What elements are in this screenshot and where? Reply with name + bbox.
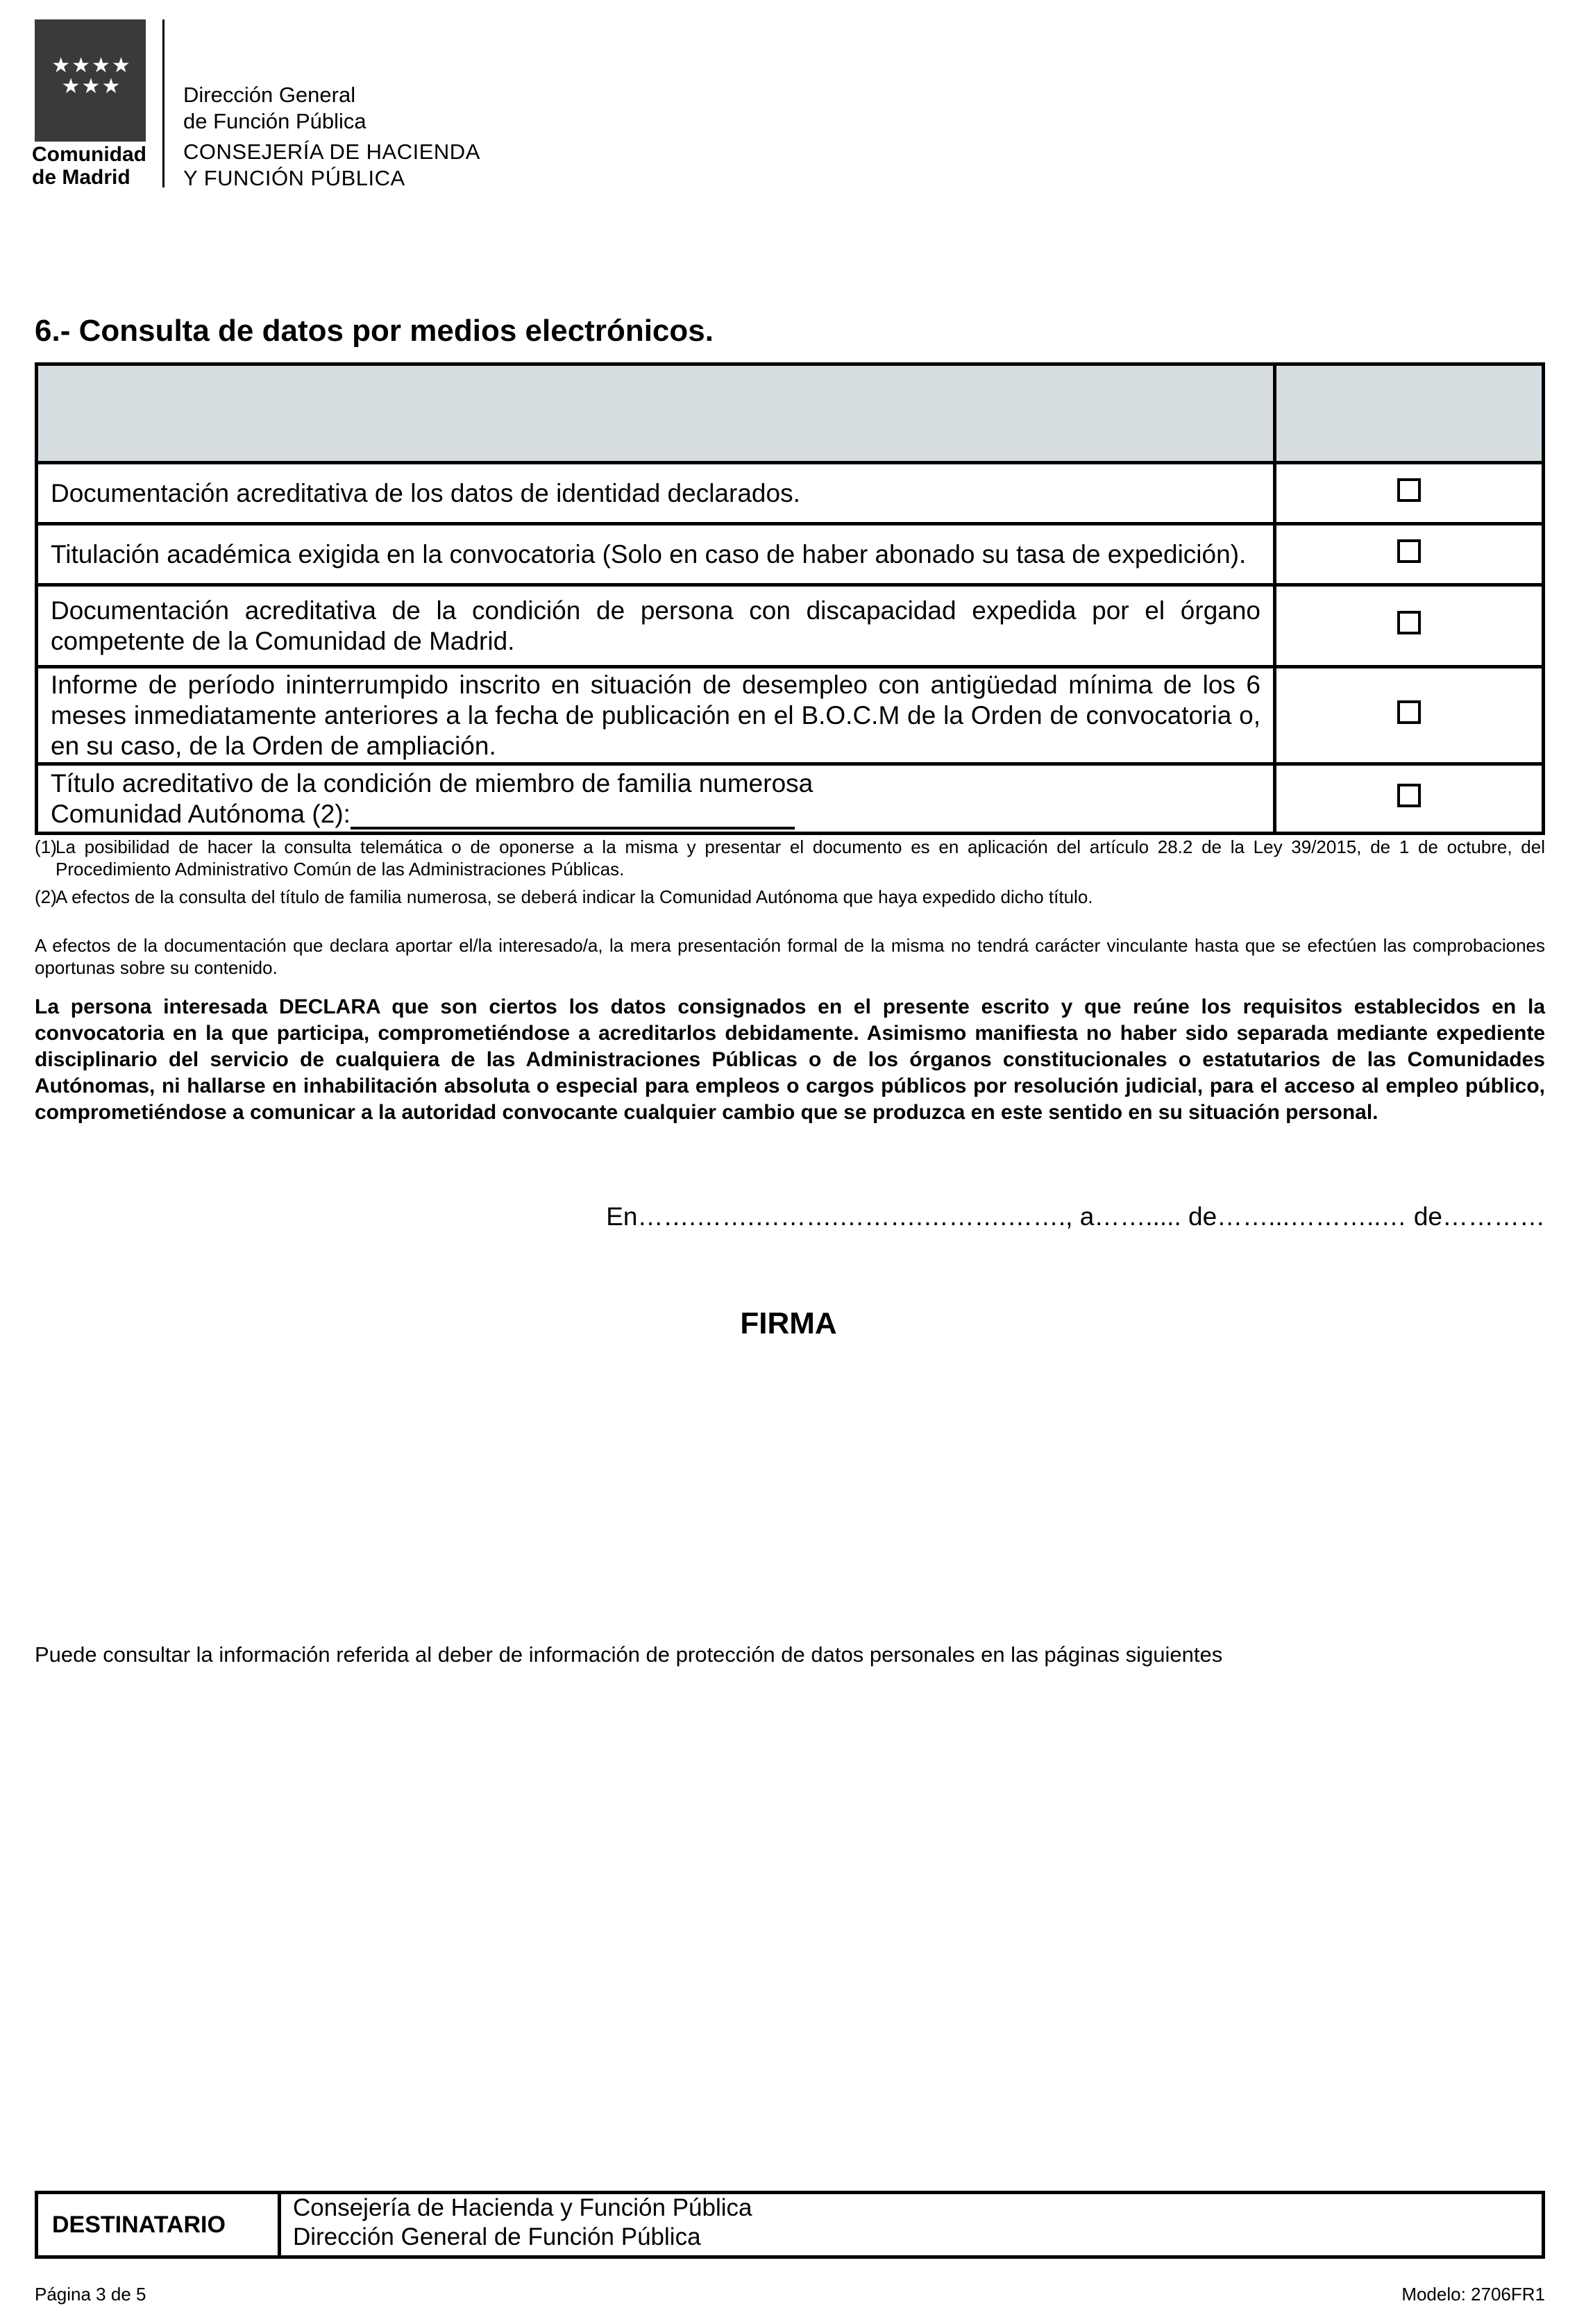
- row-label-group: [37, 764, 1275, 834]
- table-row: [37, 585, 1544, 667]
- consejeria-name: [183, 139, 480, 192]
- recipient-label: DESTINATARIO: [38, 2194, 281, 2255]
- declaration-text: La persona interesada DECLARA que son ciertos los datos consignados en el presente escrito y que reúne los requisitos establecidos en la convocatoria en la que participa, comprometiéndose a acreditarlos debidamente. Asimismo manifiesta no haber sido separada mediante expediente disciplinario del servicio de cualquiera de las Administraciones Públicas o de los órganos constitucionales o estatutarios de las Comunidades Autónomas, ni hallarse en inhabilitación absoluta o especial para empleos o cargos públicos por resolución judicial, para el acceso al empleo público, comprometiéndose a comunicar a la autoridad convocante cualquier cambio que se produzca en este sentido en su situación personal.: [35, 995, 1545, 1124]
- dept-line2: de Función Pública: [183, 109, 366, 133]
- table-row: [37, 764, 1544, 834]
- footnote-number: (2): [35, 886, 57, 907]
- dept-line1: Dirección General: [183, 83, 356, 107]
- consejeria-line2: Y FUNCIÓN PÚBLICA: [183, 166, 405, 190]
- consejeria-line1: CONSEJERÍA DE HACIENDA: [183, 140, 480, 164]
- row-label: Informe de período ininterrumpido inscrito en situación de desempleo con antigüedad mínima de los 6 meses inmediatamente anteriores a la fecha de publicación en el B.O.C.M de la Orden de convocatoria o, en su caso, de la Orden de ampliación.: [37, 667, 1275, 764]
- autonomous-community-field[interactable]: [351, 802, 795, 830]
- consent-checkbox[interactable]: [1397, 611, 1421, 634]
- row-check-cell: [1275, 764, 1544, 834]
- row-label: Título acreditativo de la condición de miembro de familia numerosa: [51, 768, 813, 798]
- table-row: [37, 463, 1544, 524]
- row-check-cell: [1275, 524, 1544, 585]
- data-protection-info: Puede consultar la información referida al deber de información de protección de datos personales en las páginas siguientes: [35, 1642, 1223, 1667]
- row-label: Documentación acreditativa de la condición de persona con discapacidad expedida por el órgano competente de la Comunidad de Madrid.: [37, 585, 1275, 667]
- table-header-row: [37, 364, 1544, 463]
- table-row: [37, 524, 1544, 585]
- footnote-number: (1): [35, 836, 57, 857]
- logo-name: [32, 143, 146, 189]
- recipient-line1: Consejería de Hacienda y Función Pública: [293, 2194, 752, 2221]
- consent-checkbox[interactable]: [1397, 539, 1421, 563]
- row-check-cell: [1275, 667, 1544, 764]
- table-header-cell: [37, 364, 1275, 463]
- recipient-value: [293, 2194, 752, 2252]
- consultation-table: [35, 362, 1545, 835]
- footnote: [35, 836, 1545, 880]
- place-date-line: En…….…….……….……….……….……., a……..... de……...………..… de…………: [606, 1202, 1545, 1231]
- section-title: 6.- Consulta de datos por medios electrónicos.: [35, 314, 714, 348]
- table-row: [37, 667, 1544, 764]
- row-check-cell: [1275, 463, 1544, 524]
- table-header-check-cell: [1275, 364, 1544, 463]
- model-code: Modelo: 2706FR1: [1401, 2284, 1545, 2305]
- consent-checkbox[interactable]: [1397, 478, 1421, 502]
- row-sublabel: [51, 799, 1260, 830]
- logo-name-line1: Comunidad: [32, 143, 146, 166]
- logo-divider: [162, 19, 165, 187]
- row-label: Documentación acreditativa de los datos de identidad declarados.: [37, 463, 1275, 524]
- page-number: Página 3 de 5: [35, 2284, 146, 2305]
- recipient-line2: Dirección General de Función Pública: [293, 2223, 701, 2250]
- autonomous-community-label: Comunidad Autónoma (2):: [51, 799, 351, 828]
- department-name: [183, 82, 366, 135]
- documentation-note: A efectos de la documentación que declara aportar el/la interesado/a, la mera presentación formal de la misma no tendrá carácter vinculante hasta que se efectúen las comprobaciones oportunas sobre su contenido.: [35, 935, 1545, 978]
- consent-checkbox[interactable]: [1397, 700, 1421, 724]
- signature-label: FIRMA: [740, 1306, 837, 1340]
- consent-checkbox[interactable]: [1397, 784, 1421, 807]
- recipient-box: [35, 2191, 1545, 2259]
- row-check-cell: [1275, 585, 1544, 667]
- footnote-text: A efectos de la consulta del título de familia numerosa, se deberá indicar la Comunidad Autónoma que haya expedido dicho título.: [56, 886, 1093, 907]
- footnote: [35, 886, 1545, 908]
- logo-name-line2: de Madrid: [32, 166, 130, 189]
- footnote-text: La posibilidad de hacer la consulta telemática o de oponerse a la misma y presentar el documento es en aplicación del artículo 28.2 de la Ley 39/2015, de 1 de octubre, del Procedimiento Administrativo Común de las Administraciones Públicas.: [56, 836, 1545, 879]
- logo-stars-icon: ★★★★ ★★★: [51, 54, 132, 98]
- row-label: Titulación académica exigida en la convocatoria (Solo en caso de haber abonado su tasa de expedición).: [37, 524, 1275, 585]
